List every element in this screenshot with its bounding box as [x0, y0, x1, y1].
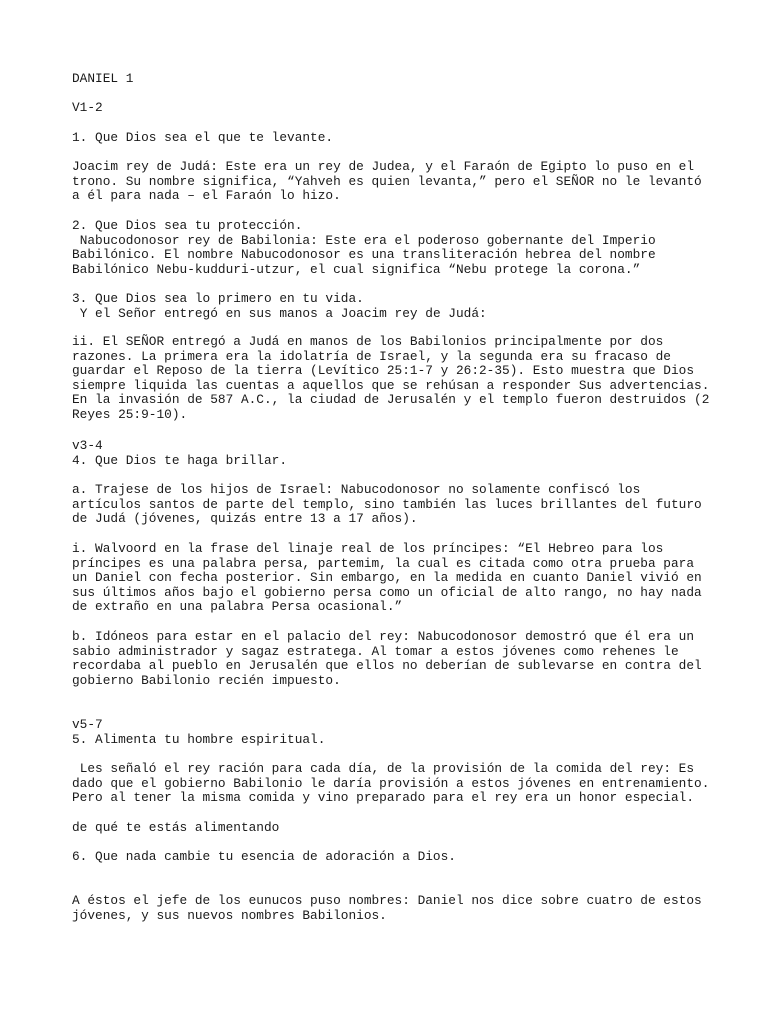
paragraph: v3-4 4. Que Dios te haga brillar. [72, 438, 288, 468]
paragraph: de qué te estás alimentando [72, 820, 280, 835]
verse-range-heading: V1-2 [72, 100, 103, 115]
document-title: DANIEL 1 [72, 71, 134, 86]
paragraph: ii. El SEÑOR entregó a Judá en manos de los Babilonios principalmente por dos razones. La primera era la idolatría de Israel, y la segunda era su fracaso de guardar el Reposo de la tierra (Levítico 25:1-7 y 26:2-35). Esto muestra que Dios siempre liquida las cuentas a aquellos que se rehúsan a responder Sus advertencias. En la invasión de 587 A.C., la ciudad de Jerusalén y el templo fueron destruidos (2 Reyes 25:9-10). [72, 334, 710, 422]
paragraph: i. Walvoord en la frase del linaje real de los príncipes: “El Hebreo para los príncipes es una palabra persa, partemim, la cual es citada como otra prueba para un Daniel con fecha posterior. Sin embargo, en la medida en cuanto Daniel vivió en sus últimos años bajo el gobierno persa como un oficial de alto rango, no hay nada de extraño en una palabra Persa ocasional.” [72, 541, 702, 614]
paragraph: v5-7 5. Alimenta tu hombre espiritual. [72, 717, 326, 747]
paragraph: 2. Que Dios sea tu protección. Nabucodonosor rey de Babilonia: Este era el poderoso gobernante del Imperio Babilónico. El nombre Nabucodonosor es una transliteración hebrea del nombre Babilónico Nebu-kudduri-utzur, el cual significa “Nebu protege la corona.” [72, 218, 656, 277]
point-heading: 1. Que Dios sea el que te levante. [72, 130, 334, 145]
point-heading: 6. Que nada cambie tu esencia de adoración a Dios. [72, 849, 456, 864]
paragraph: 3. Que Dios sea lo primero en tu vida. Y el Señor entregó en sus manos a Joacim rey de Judá: [72, 291, 487, 321]
paragraph: Joacim rey de Judá: Este era un rey de Judea, y el Faraón de Egipto lo puso en el trono. Su nombre significa, “Yahveh es quien levanta,” pero el SEÑOR no le levantó a él para nada – el Faraón lo hizo. [72, 159, 702, 203]
paragraph: b. Idóneos para estar en el palacio del rey: Nabucodonosor demostró que él era un sabio administrador y sagaz estratega. Al tomar a estos jóvenes como rehenes le recordaba al pueblo en Jerusalén que ellos no deberían de sublevarse en contra del gobierno Babilonio recién impuesto. [72, 629, 702, 688]
paragraph: Les señaló el rey ración para cada día, de la provisión de la comida del rey: Es dado que el gobierno Babilonio le daría provisión a estos jóvenes en entrenamiento. Pero al tener la misma comida y vino preparado para el rey era un honor especial. [72, 761, 710, 805]
paragraph: A éstos el jefe de los eunucos puso nombres: Daniel nos dice sobre cuatro de estos jóvenes, y sus nuevos nombres Babilonios. [72, 893, 702, 923]
paragraph: a. Trajese de los hijos de Israel: Nabucodonosor no solamente confiscó los artículos santos de parte del templo, sino también las luces brillantes del futuro de Judá (jóvenes, quizás entre 13 a 17 años). [72, 482, 702, 526]
